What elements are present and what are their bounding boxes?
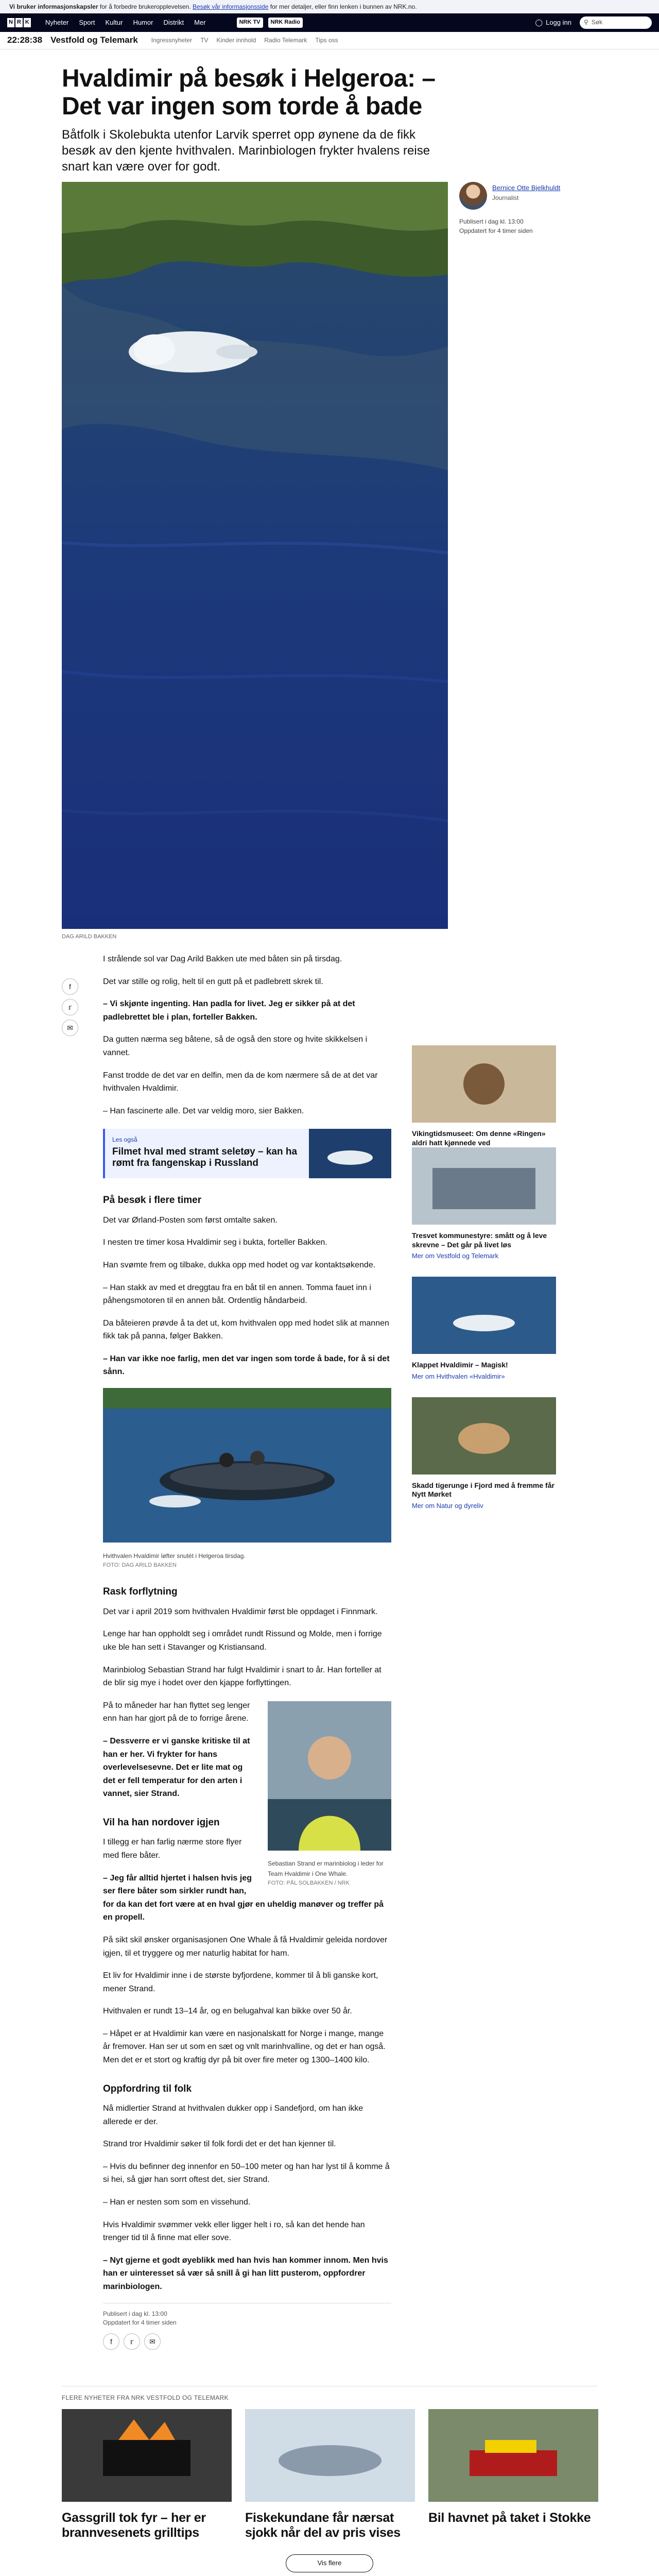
section-heading: På besøk i flere timer	[103, 1195, 202, 1206]
author-name[interactable]: Bernice Otte Bjelkhuldt	[492, 184, 561, 192]
paragraph: Strand tror Hvaldimir søker til folk fordi det er det han kjenner til.	[103, 2140, 336, 2149]
section-heading: Rask forflytning	[103, 1586, 178, 1598]
sub-link-ingress[interactable]: Ingressnyheter	[151, 36, 193, 44]
quote-paragraph: – Han var ikke noe farlig, men det var ingen som torde å bade, for å si det sånn.	[103, 1354, 390, 1377]
article-wrapper	[62, 49, 597, 2576]
sub-navbar	[0, 32, 659, 49]
email-share-icon[interactable]: ✉	[144, 2333, 161, 2350]
paragraph: Det var Ørland-Posten som først omtalte saken.	[103, 1215, 278, 1225]
main-nav	[45, 18, 206, 28]
float-figure	[268, 1701, 391, 1888]
inline-figure	[103, 1388, 391, 1570]
news-card-title: Gassgrill tok fyr – her er brannvesenets grilltips	[62, 2510, 206, 2540]
news-thumb-grill	[62, 2409, 232, 2502]
figure-credit: FOTO: DAG ARILD BAKKEN	[103, 1562, 177, 1568]
updated-time: Oppdatert for 4 timer siden	[459, 227, 533, 235]
nrk-logo[interactable]: N R K	[7, 18, 31, 27]
article-footer	[103, 2303, 391, 2350]
biologist-photo	[268, 1701, 391, 1851]
twitter-share-icon[interactable]: 𝕣	[62, 999, 78, 1015]
paragraph: Nå midlertier Strand at hvithvalen dukker opp i Sandefjord, om han ikke allerede er der.	[103, 2104, 363, 2126]
paragraph: – Håpet er at Hvaldimir kan være en nasjonalskatt for Norge i mange, mange år fremover. Han ser ut som en sæt og vnlt marinhvalline, og det er han også. Men det er et stort og kraftig dyr på bit over fire meter og 1300–1400 kilo.	[103, 2029, 386, 2065]
news-card-title: Bil havnet på taket i Stokke	[428, 2510, 591, 2525]
related-title: Filmet hval med stramt seletøy – kan ha rømt fra fangenskap i Russland	[112, 1146, 298, 1169]
sidebar-thumb-hvaldimir	[412, 1277, 556, 1354]
author-block	[459, 182, 593, 210]
paragraph: – Han stakk av med et dreggtau fra en båt til en annen. Tomma fauet inn i påhengsmotoren til en annen båt. Ordentlig håndarbeid.	[103, 1283, 371, 1306]
figure-caption-text: Hvithvalen Hvaldimir løfter snutét i Helgeroa tirsdag.	[103, 1552, 246, 1560]
sub-link-kinder[interactable]: Kinder innhold	[216, 36, 256, 44]
share-column	[62, 953, 82, 2303]
nrk-tv-link[interactable]: NRK TV	[237, 18, 263, 28]
quote-paragraph: – Nyt gjerne et godt øyeblikk med han hvis han kommer innom. Men hvis han er uinteresset så vær så snill å gi han litt pusterom, oppfordrer marinbiologen.	[103, 2256, 388, 2291]
boat-photo	[103, 1388, 391, 1543]
search-input[interactable]	[580, 16, 652, 29]
author-avatar	[459, 182, 487, 210]
sub-link-tv[interactable]: TV	[200, 36, 209, 44]
cookie-bar	[0, 0, 659, 13]
sidebar-thumb-kommune	[412, 1147, 556, 1225]
news-card[interactable]	[62, 2409, 232, 2540]
foot-share	[103, 2333, 391, 2350]
paragraph: På to måneder har han flyttet seg lenger enn han har gjort på de to forrige årene.	[103, 1701, 250, 1723]
hero-row	[62, 182, 597, 941]
facebook-share-icon[interactable]: f	[62, 978, 78, 995]
user-icon: ◯	[535, 18, 543, 26]
paragraph: På sikt skil ønsker organisasjonen One Whale å få Hvaldimir geleida nordover igjen, til et tryggere og mer naturlig habitat for ham.	[103, 1935, 388, 1958]
paragraph: Et liv for Hvaldimir inne i de største byfjordene, kommer til å bli ganske kort, mener Strand.	[103, 1971, 378, 1993]
cookie-text: for å forbedre brukeropplevelsen.	[99, 3, 191, 10]
nav-item-mer[interactable]: Mer	[194, 18, 206, 26]
sidebar-thumb-tiger	[412, 1397, 556, 1475]
quote-paragraph: – Jeg får alltid hjertet i halsen hvis jeg ser flere båter som sirkler rundt han, for da kan det fort være at en hval gjør en uheldig manøver og treffer på en propell.	[103, 1873, 384, 1922]
hero-whale-photo	[62, 182, 448, 929]
quote-paragraph: – Dessverre er vi ganske kritiske til at han er her. Vi frykter for hans overlevelsesevne. Det er lite mat og det er fell temperatur for den arten i vannet, sier Strand.	[103, 1737, 250, 1799]
service-links	[237, 18, 303, 28]
cookie-rest: for mer detaljer, eller finn lenken i bunnen av NRK.no.	[270, 3, 417, 10]
paragraph: Hvis Hvaldimir svømmer vekk eller ligger helt i ro, så kan det hende han trenger tid til å finne mat eller sove.	[103, 2220, 365, 2243]
nrk-radio-link[interactable]: NRK Radio	[268, 18, 303, 28]
author-role: Journalist	[492, 194, 519, 202]
sidebar-card-title: Skadd tigerunge i Fjord med å fremme får Nytt Mørket	[412, 1481, 554, 1499]
related-thumbnail	[309, 1129, 391, 1178]
more-news-section	[62, 2386, 597, 2572]
section-heading: Vil ha han nordover igjen	[103, 1817, 220, 1828]
twitter-share-icon[interactable]: 𝕣	[124, 2333, 140, 2350]
cookie-lead: Vi bruker informasjonskapsler	[9, 3, 98, 10]
publish-info	[459, 217, 593, 235]
sidebar	[412, 953, 556, 2303]
published-time: Publisert i dag kl. 13:00	[459, 218, 524, 226]
quote-paragraph: – Vi skjønte ingenting. Han padla for livet. Jeg er sikker på at det padlebrettet ble i plan, forteller Bakken.	[103, 999, 355, 1022]
paragraph: Da gutten nærma seg båtene, så de også den store og hvite skikkelsen i vannet.	[103, 1035, 368, 1057]
clock: 22:28:38	[7, 35, 43, 45]
sidebar-card[interactable]	[412, 1347, 556, 1370]
news-thumb-car	[428, 2409, 598, 2502]
sidebar-more-link[interactable]: Mer om Natur og dyreliv	[412, 1501, 483, 1510]
news-card-title: Fiskekundane får nærsat sjokk når del av pris vises	[245, 2510, 401, 2540]
nav-item-nyheter[interactable]: Nyheter	[45, 18, 69, 26]
paragraph: Lenge har han oppholdt seg i området rundt Rissund og Molde, men i forrige uke ble han sett i Stavanger og Kristiansand.	[103, 1630, 382, 1652]
nav-item-sport[interactable]: Sport	[79, 18, 95, 26]
topbar-right	[535, 16, 652, 29]
paragraph: Hvithvalen er rundt 13–14 år, og en belugahval kan bikke over 50 år.	[103, 2007, 352, 2016]
news-card[interactable]	[245, 2409, 415, 2540]
hero-credit: DAG ARILD BAKKEN	[62, 934, 117, 940]
news-card[interactable]	[428, 2409, 598, 2540]
facebook-share-icon[interactable]: f	[103, 2333, 119, 2350]
more-news-grid	[62, 2409, 597, 2540]
paragraph: I tillegg er han farlig nærme store flyer med flere båter.	[103, 1838, 242, 1860]
cookie-info-link[interactable]: Besøk vår informasjonsside	[192, 3, 269, 10]
sidebar-card-title: Vikingtidsmuseet: Om denne «Ringen» aldri hatt kjønnede ved	[412, 1129, 546, 1147]
nav-item-humor[interactable]: Humor	[133, 18, 153, 26]
sidebar-card[interactable]	[412, 1116, 556, 1147]
foot-updated: Oppdatert for 4 timer siden	[103, 2318, 177, 2326]
sidebar-card-title: Tresvet kommunestyre: smått og å leve skrevne – Det går på livet løs	[412, 1231, 547, 1249]
section-heading: Oppfordring til folk	[103, 2083, 192, 2094]
related-article-card[interactable]	[103, 1129, 391, 1178]
hero-block	[62, 182, 448, 941]
paragraph: – Han er nesten som som en vissehund.	[103, 2198, 251, 2207]
login-button[interactable]	[535, 18, 571, 28]
paragraph: – Hvis du befinner deg innenfor en 50–100 meter og han har lyst til å komme å si hei, så gjør han sorrt oftest det, sier Strand.	[103, 2162, 390, 2184]
article-title: Hvaldimir på besøk i Helgeroa: – Det var ingen som torde å bade	[62, 65, 436, 120]
paragraph: Det var stille og rolig, helt til en gutt på et padlebrett skrek til.	[103, 977, 323, 986]
news-thumb-fish	[245, 2409, 415, 2502]
search-placeholder: Søk	[591, 19, 603, 26]
paragraph: – Han fascinerte alle. Det var veldig moro, sier Bakken.	[103, 1106, 304, 1115]
paragraph: Han svømte frem og tilbake, dukka opp med hodet og var kontaktsøkende.	[103, 1260, 376, 1269]
region-title[interactable]: Vestfold og Telemark	[50, 35, 138, 45]
sidebar-more-link[interactable]: Mer om Vestfold og Telemark	[412, 1252, 499, 1260]
paragraph: Fanst trodde de det var en delfin, men da de kom nærmere så de at det var hvithvalen Hvaldimir.	[103, 1071, 378, 1093]
article-body-row	[62, 953, 597, 2303]
byline	[459, 182, 593, 941]
paragraph: Det var i april 2019 som hvithvalen Hvaldimir først ble oppdaget i Finnmark.	[103, 1607, 378, 1616]
sidebar-card[interactable]	[412, 1468, 556, 1499]
search-icon: ⚲	[584, 19, 588, 26]
hero-image	[62, 182, 448, 929]
foot-published: Publisert i dag kl. 13:00	[103, 2310, 167, 2317]
sub-link-tips[interactable]: Tips oss	[315, 36, 338, 44]
related-kicker: Les også	[112, 1136, 137, 1144]
sidebar-more-link[interactable]: Mer om Hvithvalen «Hvaldimir»	[412, 1372, 505, 1380]
article-body	[103, 953, 391, 2303]
figure-caption	[103, 1551, 391, 1570]
paragraph: I strålende sol var Dag Arild Bakken ute med båten sin på tirsdag.	[103, 955, 342, 963]
login-label: Logg inn	[546, 18, 571, 26]
nav-item-distrikt[interactable]: Distrikt	[163, 18, 184, 26]
sidebar-thumb-viking	[412, 1045, 556, 1123]
article-header	[62, 49, 453, 175]
show-more-button[interactable]: Vis flere	[286, 2554, 373, 2572]
article-lead: Båtfolk i Skolebukta utenfor Larvik sperret opp øynene da de fikk besøk av den kjente hvithvalen. Marinbiologen frykter hvalens reise snart kan være over for godt.	[62, 127, 430, 174]
float-credit: FOTO: PÅL SOLBAKKEN / NRK	[268, 1879, 350, 1886]
sidebar-card[interactable]	[412, 1218, 556, 1249]
float-caption	[268, 1859, 391, 1888]
email-share-icon[interactable]: ✉	[62, 1020, 78, 1036]
paragraph: Da båteieren prøvde å ta det ut, kom hvithvalen opp med hodet slik at mannen fikk tak på panna, følger Bakken.	[103, 1318, 389, 1341]
sub-link-radio[interactable]: Radio Telemark	[264, 36, 307, 44]
sidebar-card-title: Klappet Hvaldimir – Magisk!	[412, 1361, 508, 1369]
float-caption-text: Sebastian Strand er marinbiolog i leder for Team Hvaldimir i One Whale.	[268, 1860, 384, 1877]
paragraph: Marinbiolog Sebastian Strand har fulgt Hvaldimir i snart to år. Han forteller at de blir sig mye i hodet over den kjappe forflyttingen.	[103, 1665, 381, 1688]
paragraph: I nesten tre timer kosa Hvaldimir seg i bukta, forteller Bakken.	[103, 1238, 327, 1247]
top-navbar	[0, 13, 659, 32]
section-label: FLERE NYHETER FRA NRK VESTFOLD OG TELEMARK	[62, 2394, 229, 2402]
nav-item-kultur[interactable]: Kultur	[105, 18, 123, 26]
